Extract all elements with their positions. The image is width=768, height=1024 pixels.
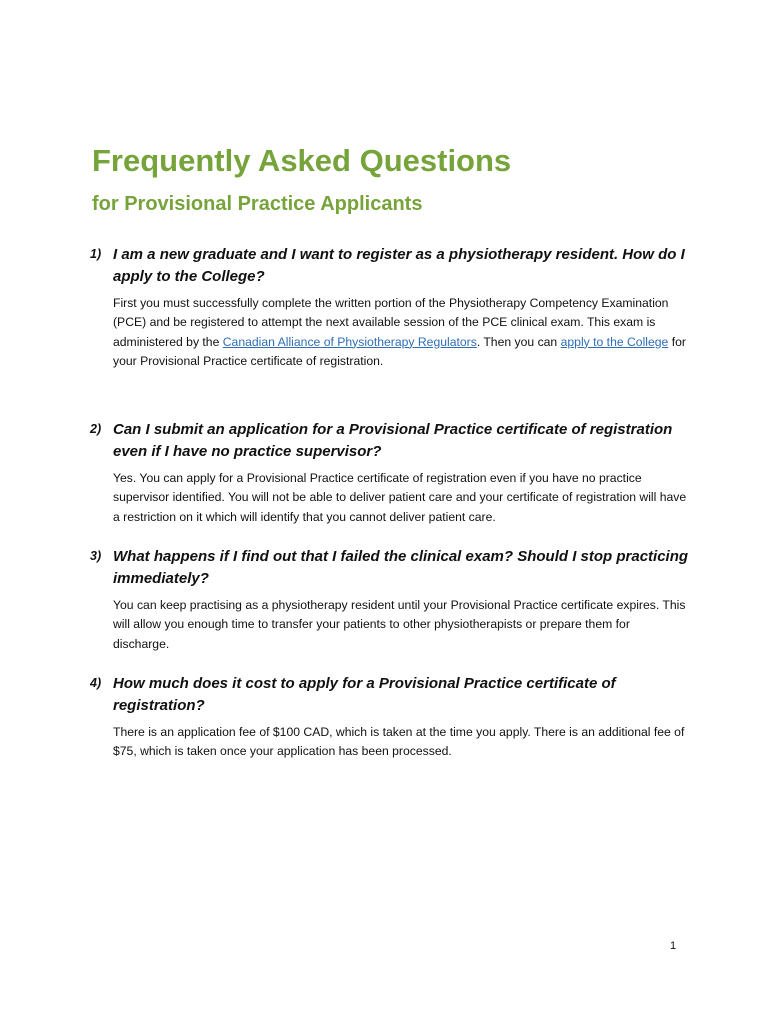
faq-question: Can I submit an application for a Provisional Practice certificate of registration even if I have no practice supervisor? [113, 421, 673, 460]
faq-answer: You can keep practising as a physiotherapy resident until your Provisional Practice certificate expires. This will allow you enough time to transfer your patients to other physiotherapists or prepare them for discharge. [113, 598, 686, 651]
faq-number: 2) [90, 422, 102, 436]
faq-answer-text: for your Provisional Practice certificate of registration. [113, 334, 686, 368]
page-number: 1 [670, 940, 677, 952]
faq-question: How much does it cost to apply for a Provisional Practice certificate of registration? [113, 675, 616, 714]
faq-number: 1) [90, 247, 102, 261]
apply-to-college-link[interactable]: apply to the College [560, 334, 669, 349]
faq-answer: Yes. You can apply for a Provisional Practice certificate of registration even if you have no practice supervisor identified. You will not be able to deliver patient care and your certificate of registration will have a restriction on it which will identify that you cannot deliver patient care. [113, 471, 687, 524]
faq-answer: There is an application fee of $100 CAD, which is taken at the time you apply. There is an additional fee of $75, which is taken once your application has been processed. [113, 725, 685, 759]
faq-answer-text: . Then you can [476, 334, 561, 349]
faq-number: 4) [90, 676, 102, 690]
faq-question: I am a new graduate and I want to register as a physiotherapy resident. How do I apply to the College? [113, 246, 685, 285]
faq-answer [113, 294, 688, 371]
capr-link[interactable]: Canadian Alliance of Physiotherapy Regulators [222, 334, 477, 349]
page-title: Frequently Asked Questions [92, 143, 512, 178]
page-subtitle: for Provisional Practice Applicants [92, 193, 423, 215]
faq-answer-text: First you must successfully complete the written portion of the Physiotherapy Competency Examination (PCE) and be registered to attempt the next available session of the PCE clinical exam. This exam is administered by the [113, 296, 669, 349]
faq-question: What happens if I find out that I failed the clinical exam? Should I stop practicing immediately? [113, 548, 689, 587]
faq-number: 3) [90, 549, 102, 563]
